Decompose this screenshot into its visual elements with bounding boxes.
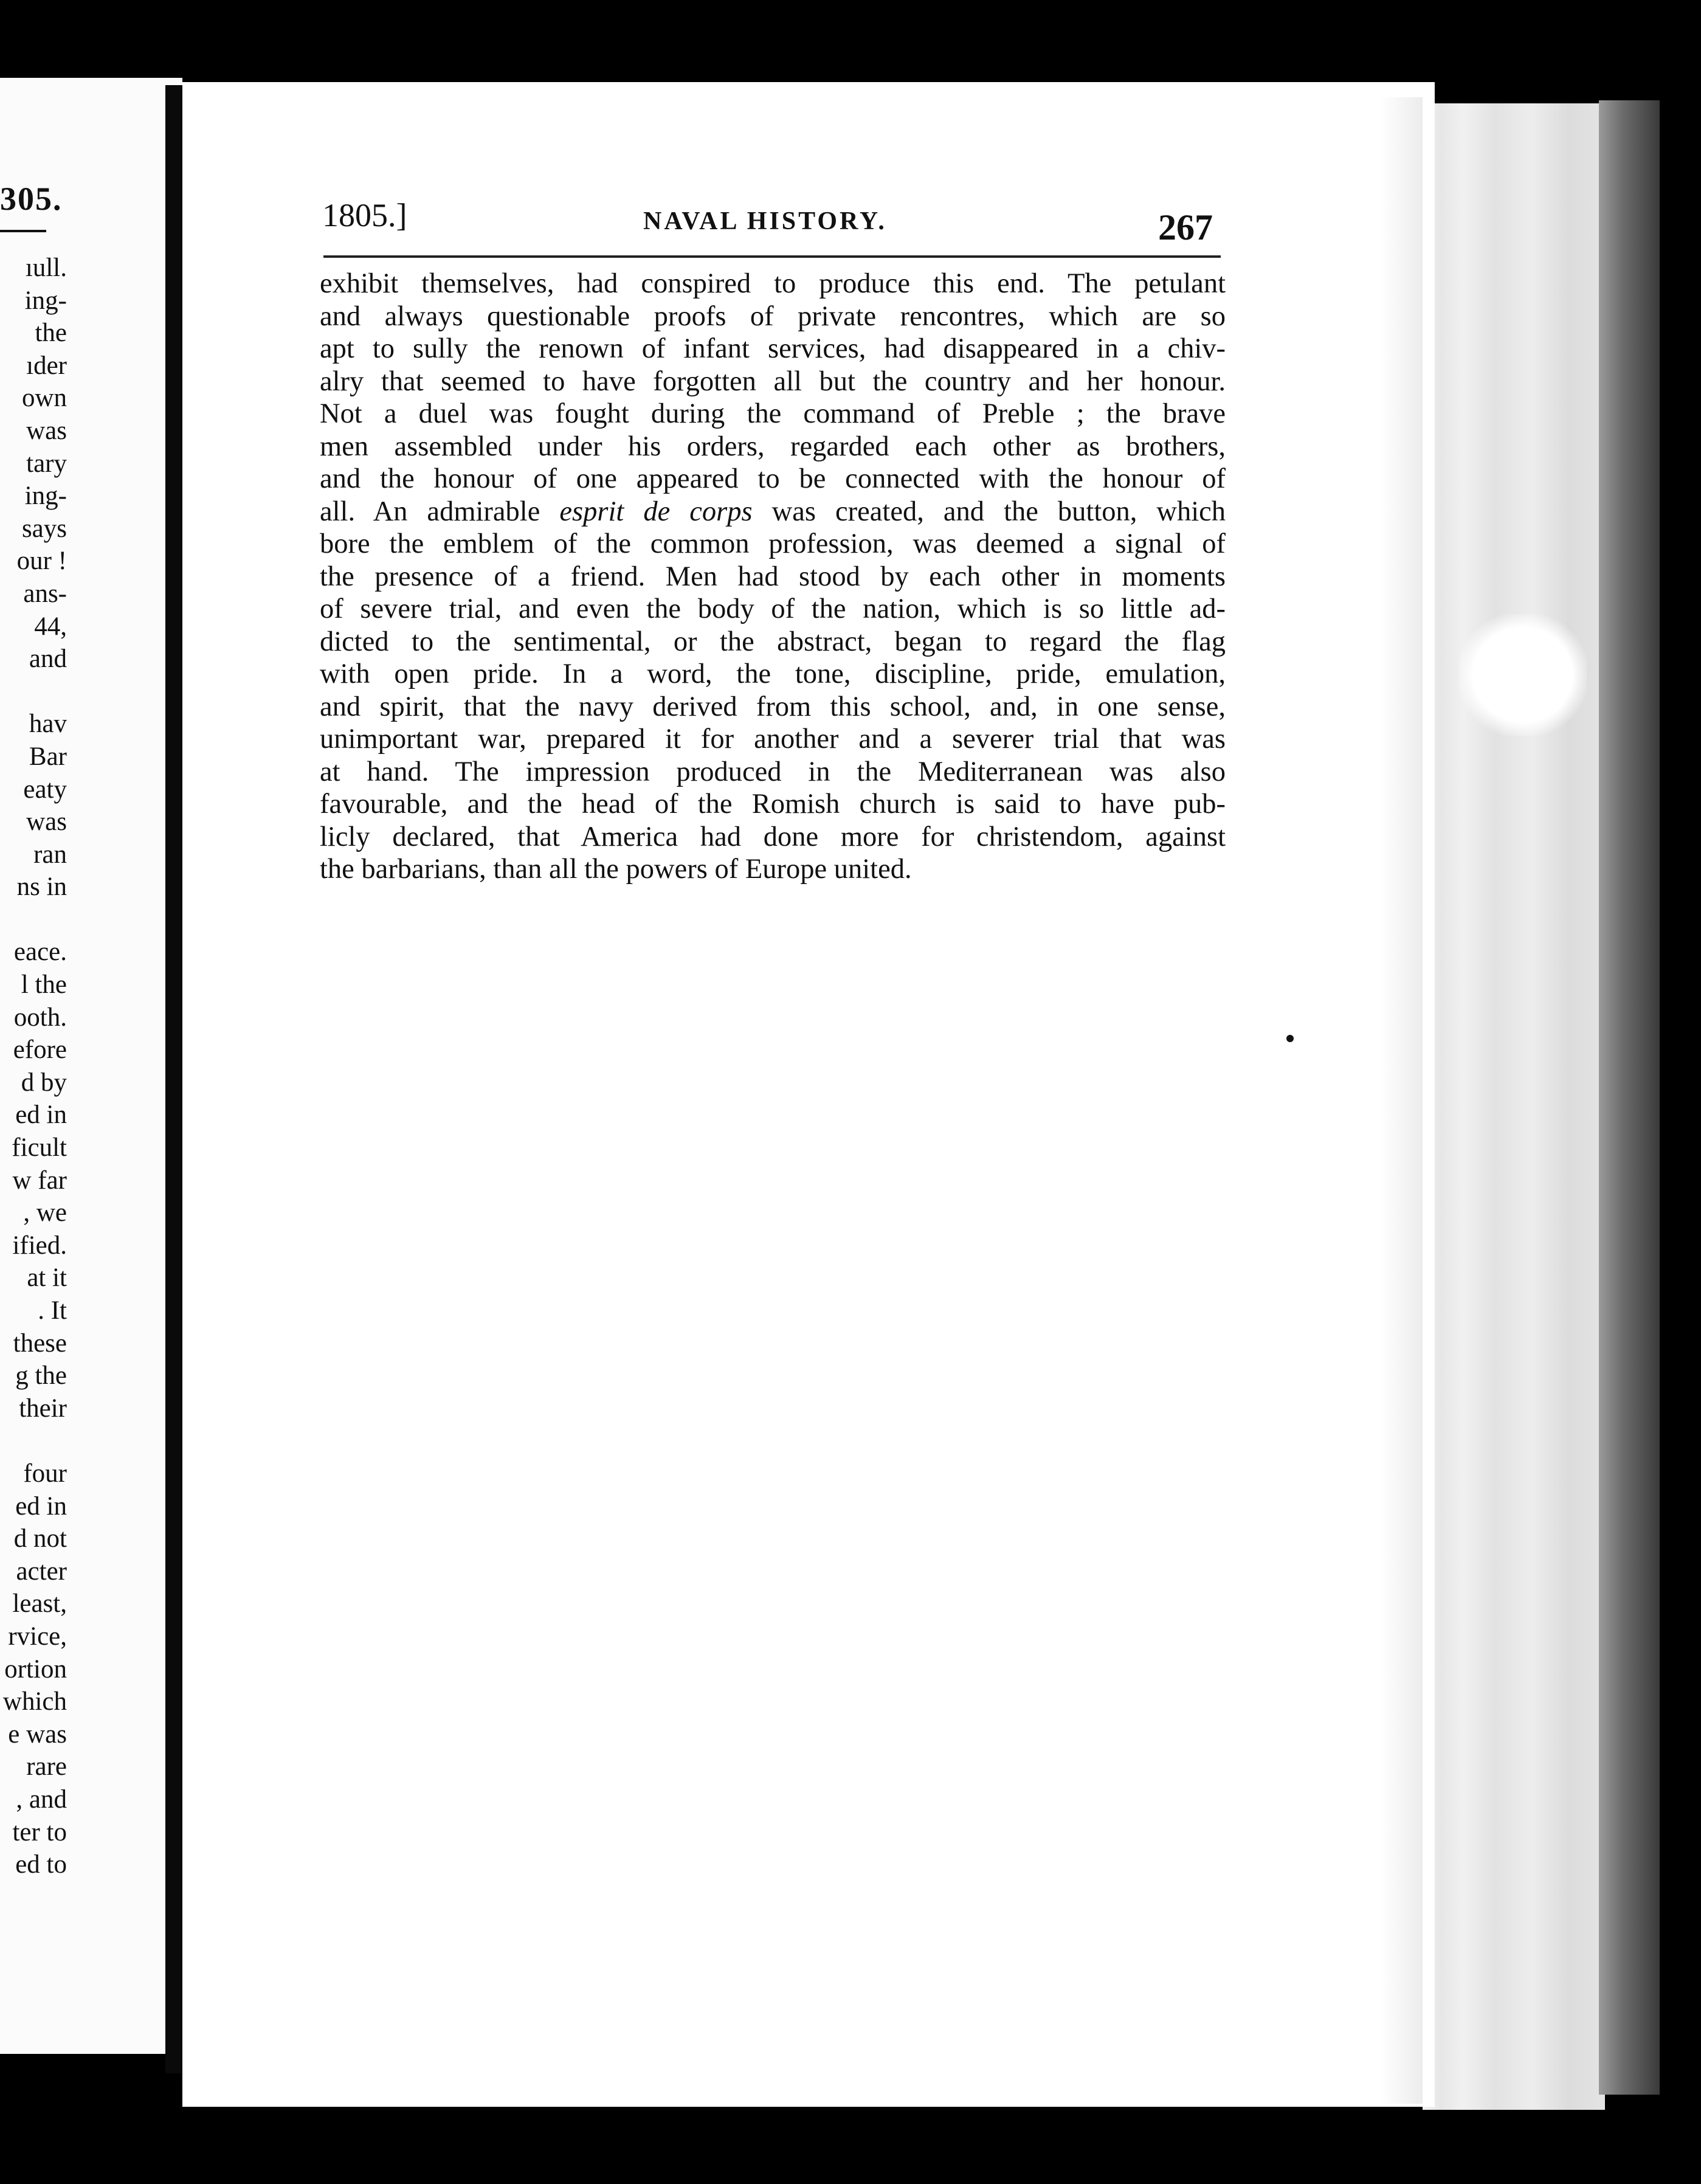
text-line: at hand. The impression produced in the Mediterranean was also [320,756,1226,787]
page-curl-shadow [1380,97,1423,2104]
facing-page-line: ans- [23,579,67,608]
text-line: and spirit, that the navy derived from this school, and, in one sense, [320,691,1226,722]
facing-page-line: our ! [16,547,67,576]
facing-page-line: their [19,1394,67,1423]
facing-page-line: own [21,384,67,413]
facing-page-line: g the [15,1361,67,1391]
facing-page-line: ran [33,840,67,869]
facing-page-line [3,904,67,936]
text-line: licly declared, that America had done more for christendom, against [320,821,1226,852]
facing-page-line: w far [12,1166,67,1195]
facing-page-line: ıder [26,351,67,380]
facing-page-line: ficult [12,1133,67,1163]
body-paragraph [320,268,1226,886]
facing-page-line: hav [29,710,67,739]
facing-page-line: says [21,514,67,543]
facing-page-line: eaty [23,775,67,804]
text-line: the barbarians, than all the powers of Europe united. [320,854,912,885]
text-line: favourable, and the head of the Romish church is said to have pub- [320,789,1226,820]
facing-page-line: ified. [12,1231,67,1260]
facing-page-line [3,1425,67,1457]
text-line: with open pride. In a word, the tone, discipline, pride, emulation, [320,658,1226,689]
facing-page-line: Bar [29,742,67,771]
facing-page-year: 305. [0,181,63,217]
facing-page-line: ed in [15,1101,67,1130]
facing-page-line: d not [13,1524,67,1553]
fore-edge-blot [1459,614,1587,736]
facing-page-line: . It [38,1296,67,1325]
facing-page-line: ing- [24,482,67,511]
facing-page-line: was [26,807,67,837]
facing-page-line: four [23,1459,67,1488]
facing-page-line: least, [12,1589,67,1619]
facing-page-line: , we [23,1198,67,1228]
facing-page-rule [0,230,46,232]
text-segment: was created, and the button, which [771,496,1226,527]
facing-page-line: e was [8,1719,67,1749]
facing-page-line: rvice, [8,1622,67,1651]
facing-page-line: ıull. [25,254,67,282]
italic-phrase: esprit de corps [559,496,753,527]
text-line: unimportant war, prepared it for another and a severer trial that was [320,724,1226,755]
page-fore-edge [1423,103,1605,2110]
facing-page-line: l the [21,970,67,1000]
facing-page-line: tary [26,449,67,478]
facing-page-line: the [35,319,67,348]
book-gutter [165,85,184,2073]
text-line: apt to sully the renown of infant services, had disappeared in a chiv- [320,333,1226,364]
facing-page-line: ortion [4,1654,67,1684]
facing-page-line: these [13,1329,67,1358]
text-line: and the honour of one appeared to be connected with the honour of [320,463,1226,494]
facing-page-line: ed to [15,1850,67,1879]
ink-spot [1286,1035,1294,1042]
facing-page-line: d by [21,1068,67,1097]
facing-page-line: acter [16,1557,67,1586]
facing-page-fragment [0,78,182,2054]
text-line: of severe trial, and even the body of the nation, which is so little ad- [320,593,1226,624]
facing-page-line: rare [26,1752,67,1781]
text-line-with-italic [320,496,1226,528]
facing-page-line: ter to [12,1817,67,1847]
text-line: dicted to the sentimental, or the abstract, began to regard the flag [320,626,1226,657]
facing-page-line: ooth. [13,1003,67,1032]
facing-page-text [3,252,67,1881]
text-line: and always questionable proofs of private rencontres, which are so [320,300,1226,332]
text-line: bore the emblem of the common profession, was deemed a signal of [320,528,1226,559]
facing-page-line: and [29,644,67,674]
cover-edge [1599,100,1660,2095]
header-rule [323,255,1221,258]
text-line: alry that seemed to have forgotten all but the country and her honour. [320,365,1226,397]
facing-page-line: ns in [16,873,67,902]
facing-page-line: 44, [34,612,67,641]
facing-page-line: efore [13,1035,67,1065]
facing-page-line: was [26,416,67,445]
text-segment: all. An admirable [320,496,540,527]
facing-page-line [3,676,67,708]
text-line: the presence of a friend. Men had stood by each other in moments [320,561,1226,592]
facing-page-line: ed in [15,1491,67,1521]
page-number: 267 [1158,207,1213,247]
facing-page-line: eace. [13,938,67,967]
facing-page-line: , and [16,1785,67,1814]
facing-page-line: ing- [24,286,67,315]
text-line: Not a duel was fought during the command of Preble ; the brave [320,398,1226,429]
text-line: men assembled under his orders, regarded each other as brothers, [320,430,1226,462]
facing-page-line: which [2,1687,67,1716]
text-line: exhibit themselves, had conspired to produce this end. The petulant [320,268,1226,299]
facing-page-line: at it [27,1263,67,1293]
running-head-year: 1805.] [322,197,407,233]
running-head-title: NAVAL HISTORY. [643,207,887,235]
